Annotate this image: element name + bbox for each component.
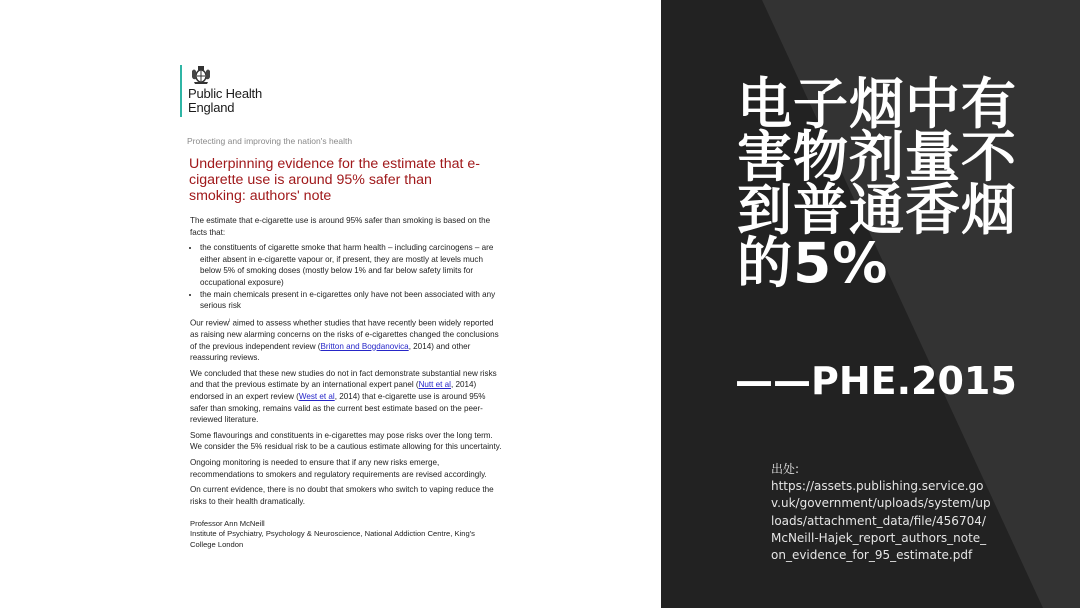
author-name: Professor Ann McNeill [190, 519, 265, 528]
monitoring-paragraph: Ongoing monitoring is needed to ensure that if any new risks emerge, recommendations to smokers and regulatory requirements are revised accordingly. [190, 457, 487, 479]
evidence-paragraph: On current evidence, there is no doubt that smokers who switch to vaping reduce the risks to their health dramatically. [190, 485, 494, 506]
document-title: Underpinning evidence for the estimate that e-cigarette use is around 95% safer than smoking: authors' note [189, 156, 481, 204]
conclusion-text-2: , 2014) endorsed in an expert review ( [190, 380, 477, 401]
intro-paragraph: The estimate that e-cigarette use is around 95% safer than smoking is based on the facts that: [190, 216, 491, 237]
organisation-name-line1: Public Health [188, 86, 262, 101]
review-paragraph [190, 316, 502, 364]
list-item: • the main chemicals present in e-cigarettes only have not been associated with any serious risk [200, 289, 502, 312]
conclusion-paragraph [190, 368, 502, 426]
britton-bogdanovica-link[interactable]: Britton and Bogdanovica [320, 341, 409, 351]
footnote-marker: i [229, 317, 231, 324]
conclusion-text-1: We concluded that these new studies do not in fact demonstrate substantial new risks and that the previous estimate by an international expert panel ( [190, 368, 497, 390]
headline: 电子烟中有害物剂量不到普通香烟的5% [737, 72, 1018, 295]
attribution: ——PHE.2015 [735, 359, 1017, 403]
source-url: https://assets.publishing.service.gov.uk/government/uploads/system/uploads/attachment_data/file/456704/McNeill-Hajek_report_authors_note_on_evidence_for_95_estimate.pdf [771, 479, 991, 563]
review-text-middle: aimed to assess whether studies that have recently been widely reported as raising new alarming concerns on the risks of e-cigarettes changed the conclusions of the previous independent review ( [190, 318, 499, 351]
author-block [190, 519, 500, 550]
source-citation [771, 461, 993, 564]
organisation-name-line2: England [188, 100, 235, 115]
list-item: • the constituents of cigarette smoke that harm health – including carcinogens – are either absent in e-cigarette vapour or, if present, they are mostly at levels much below 5% of smoking doses (mostly below 1% and far below safety limits for occupational exposure) [200, 242, 502, 288]
royal-crest-icon [190, 65, 212, 85]
document-body [190, 215, 502, 511]
organisation-name [188, 87, 262, 115]
conclusion-text-3: , 2014) that e-cigarette use is around 95% safer than smoking, remains valid as the current best estimate based on the peer-reviewed literature. [190, 392, 486, 425]
flavourings-paragraph: Some flavourings and constituents in e-cigarettes may pose risks over the long term. We consider the 5% residual risk to be a cautious estimate allowing for this uncertainty. [190, 430, 502, 452]
phe-logo [180, 65, 262, 117]
facts-list [190, 242, 502, 312]
review-text-start: Our review [190, 318, 230, 328]
summary-panel [661, 0, 1080, 608]
author-affiliation: Institute of Psychiatry, Psychology & Neuroscience, National Addiction Centre, King's College London [190, 529, 475, 549]
west-et-al-link[interactable]: West et al [298, 392, 335, 401]
tagline: Protecting and improving the nation's health [187, 136, 353, 146]
source-label: 出处: [771, 462, 800, 476]
nutt-et-al-link[interactable]: Nutt et al [418, 380, 451, 390]
review-text-end: , 2014) and other reassuring reviews. [190, 341, 471, 363]
